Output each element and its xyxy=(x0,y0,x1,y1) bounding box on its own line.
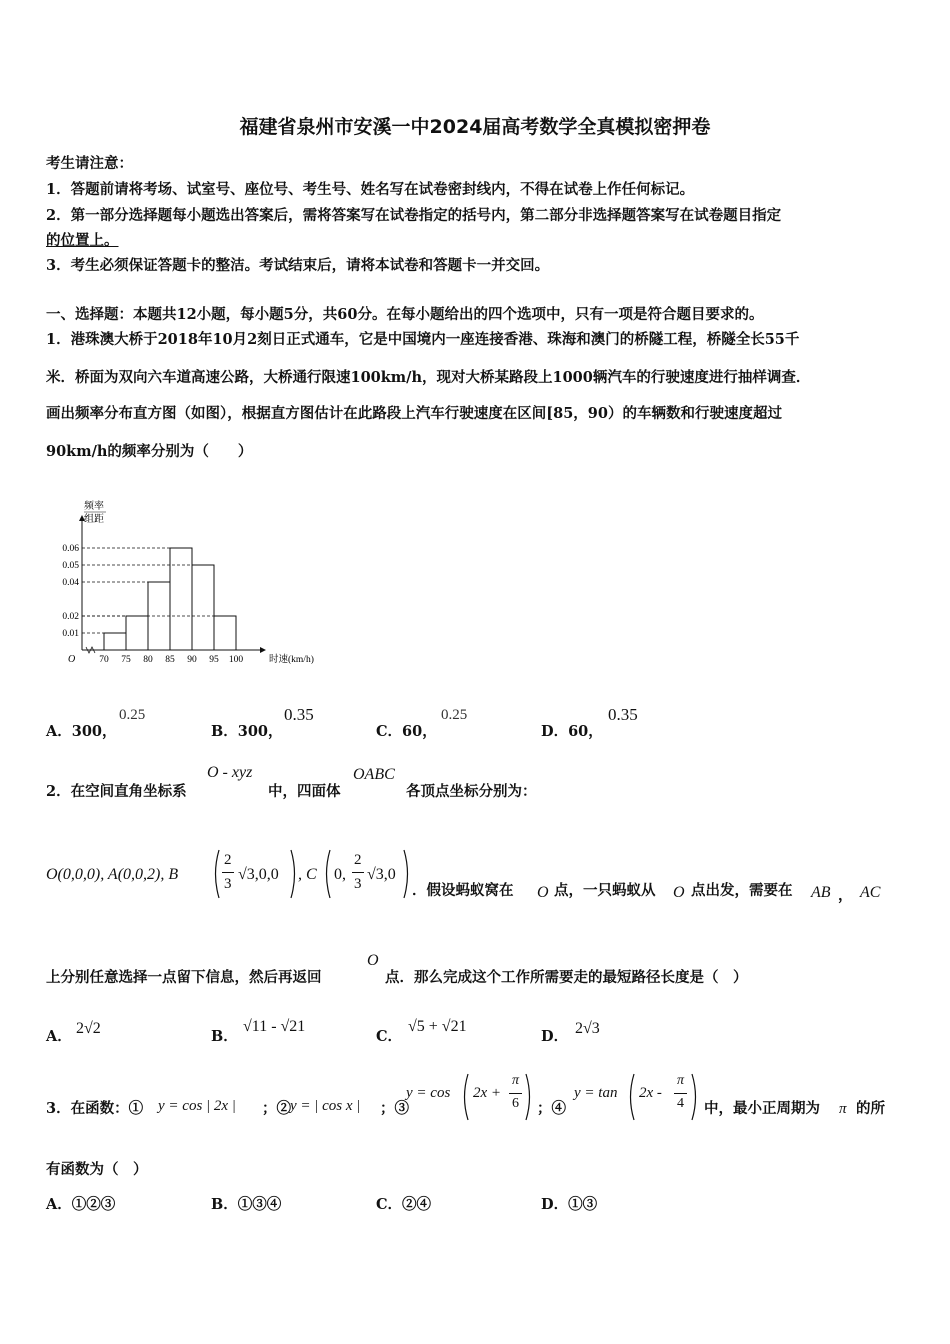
option-b-value: √11 - √21 xyxy=(243,1018,306,1035)
option-c[interactable]: C．②④ xyxy=(376,1196,432,1213)
axis-break xyxy=(86,647,95,653)
pi-symbol: π xyxy=(512,1073,520,1088)
y-tick-label: 0.02 xyxy=(62,612,79,622)
y-tick-label: 0.01 xyxy=(62,629,79,639)
option-d-value: 0.35 xyxy=(608,705,638,724)
question-3-prefix: 3．在函数：① xyxy=(46,1100,144,1117)
x-tick-label: 90 xyxy=(187,655,197,665)
segment-ac: AC xyxy=(860,884,881,901)
left-paren xyxy=(626,1072,636,1122)
pi-symbol: π xyxy=(677,1073,685,1088)
notice-item: 3．考生必须保证答题卡的整洁。考试结束后，请将本试卷和答题卡一并交回。 xyxy=(46,257,550,274)
y-axis-label-top: 频率 xyxy=(84,501,104,512)
origin-label: O xyxy=(68,654,76,665)
option-a[interactable]: A．①②③ xyxy=(46,1196,116,1213)
option-a-value: 0.25 xyxy=(119,707,146,723)
option-a[interactable]: A．300， xyxy=(46,723,117,740)
x-axis-arrow xyxy=(260,647,266,653)
function-4: y = tan xyxy=(574,1085,618,1101)
page-title: 福建省泉州市安溪一中2024届高考数学全真模拟密押卷 xyxy=(239,116,711,138)
question-1-line: 画出频率分布直方图（如图），根据直方图估计在此路段上汽车行驶速度在区间[85，90）的车辆数和行驶速度超过 xyxy=(46,405,782,422)
question-2-system: O - xyz xyxy=(207,764,253,781)
question-2-line: 点．那么完成这个工作所需要走的最短路径长度是（ ） xyxy=(385,969,748,986)
x-tick-label: 80 xyxy=(143,655,153,665)
coordinates-c-first: 0, xyxy=(334,866,346,883)
function-3: y = cos xyxy=(406,1085,451,1101)
histogram-chart xyxy=(40,500,320,680)
section-heading: 一、选择题：本题共12小题，每小题5分，共60分。在每小题给出的四个选项中，只有一项是符合题目要求的。 xyxy=(46,306,764,323)
left-paren xyxy=(211,848,221,900)
notice-heading: 考生请注意： xyxy=(46,155,133,172)
function-2: y = | cos x | xyxy=(290,1098,361,1114)
notice-item: 1．答题前请将考场、试室号、座位号、考生号、姓名写在试卷密封线内，不得在试卷上作任何标记。 xyxy=(46,181,695,198)
fraction-bar xyxy=(509,1093,522,1094)
coordinates-c-rest: √3,0 xyxy=(367,866,396,883)
fraction-bar xyxy=(352,872,364,873)
question-2-line: 上分别任意选择一点留下信息，然后再返回 xyxy=(46,969,322,986)
y-axis-label-bottom: 组距 xyxy=(84,514,104,525)
question-1-line: 米．桥面为双向六车道高速公路，大桥通行限速100km/h，现对大桥某路段上1000辆汽车的行驶速度进行抽样调查． xyxy=(46,369,811,386)
question-3-line: 有函数为（ ） xyxy=(46,1161,148,1178)
function-4-arg: 2x - xyxy=(639,1085,662,1101)
question-2-mid: 中，四面体 xyxy=(268,783,341,800)
question-3-suffix: 的所 xyxy=(856,1100,885,1117)
histogram-bar xyxy=(170,548,192,650)
separator: ；④ xyxy=(537,1100,566,1117)
fraction-numerator: 2 xyxy=(354,852,362,868)
x-tick-label: 75 xyxy=(121,655,131,665)
fraction-numerator: 2 xyxy=(224,852,232,868)
option-a-value: 2√2 xyxy=(76,1020,101,1037)
right-paren xyxy=(402,848,412,900)
histogram-bar xyxy=(104,633,126,650)
point-o: O xyxy=(673,884,685,901)
question-1-line: 90km/h的频率分别为（ ） xyxy=(46,443,253,460)
y-tick-label: 0.04 xyxy=(62,578,79,588)
separator: ；② xyxy=(262,1100,291,1117)
x-tick-label: 95 xyxy=(209,655,219,665)
option-b[interactable]: B．①③④ xyxy=(211,1196,282,1213)
y-tick-label: 0.06 xyxy=(62,544,79,554)
option-b-value: 0.35 xyxy=(284,705,314,724)
function-1: y = cos | 2x | xyxy=(158,1098,236,1114)
question-1-line: 1．港珠澳大桥于2018年10月2刻日正式通车，它是中国境内一座连接香港、珠海和澳门的桥隧工程，桥隧全长55千 xyxy=(46,331,800,348)
question-2-suffix: 各顶点坐标分别为： xyxy=(406,783,537,800)
histogram-bar xyxy=(214,616,236,650)
comma: ， xyxy=(838,887,853,904)
x-axis-label: 时速(km/h) xyxy=(269,655,314,665)
coordinates-o-a-b: O(0,0,0), A(0,0,2), B xyxy=(46,866,179,883)
option-d[interactable]: D． xyxy=(541,1028,569,1045)
question-2-prefix: 2．在空间直角坐标系 xyxy=(46,783,187,800)
fraction-denominator: 4 xyxy=(677,1096,684,1111)
question-2-text: ．假设蚂蚁窝在 xyxy=(412,882,514,899)
left-paren xyxy=(460,1072,470,1122)
notice-item: 2．第一部分选择题每小题选出答案后，需将答案写在试卷指定的括号内，第二部分非选择题答案写在试卷题目指定 xyxy=(46,207,782,224)
option-c-value: 0.25 xyxy=(441,707,468,723)
separator: ；③ xyxy=(380,1100,409,1117)
coordinates-c: , C xyxy=(298,866,317,883)
option-d[interactable]: D．①③ xyxy=(541,1196,598,1213)
option-c[interactable]: C．60， xyxy=(376,723,437,740)
question-2-text: 点出发，需要在 xyxy=(691,882,793,899)
fraction-bar xyxy=(674,1093,687,1094)
y-tick-label: 0.05 xyxy=(62,561,79,571)
coordinates-b-rest: √3,0,0 xyxy=(238,866,279,883)
question-2-text: 点，一只蚂蚁从 xyxy=(554,882,656,899)
right-paren xyxy=(524,1072,534,1122)
fraction-denominator: 3 xyxy=(354,876,362,892)
function-3-arg: 2x + xyxy=(473,1085,502,1101)
left-paren xyxy=(322,848,332,900)
x-tick-label: 85 xyxy=(165,655,175,665)
fraction-bar xyxy=(222,872,234,873)
option-a[interactable]: A． xyxy=(46,1028,72,1045)
option-c-value: √5 + √21 xyxy=(408,1018,467,1035)
question-2-tetra: OABC xyxy=(353,766,395,783)
histogram-bar xyxy=(192,565,214,650)
segment-ab: AB xyxy=(811,884,831,901)
notice-item: 的位置上。 xyxy=(46,232,119,249)
point-o: O xyxy=(537,884,549,901)
option-c[interactable]: C． xyxy=(376,1028,403,1045)
option-b[interactable]: B．300， xyxy=(211,723,283,740)
option-d[interactable]: D．60， xyxy=(541,723,603,740)
x-tick-label: 100 xyxy=(228,655,244,665)
question-3-mid: 中，最小正周期为 xyxy=(704,1100,820,1117)
histogram-bar xyxy=(126,616,148,650)
x-tick-label: 70 xyxy=(99,655,109,665)
option-d-value: 2√3 xyxy=(575,1020,600,1037)
fraction-denominator: 3 xyxy=(224,876,232,892)
option-b[interactable]: B． xyxy=(211,1028,238,1045)
right-paren xyxy=(690,1072,700,1122)
pi-symbol: π xyxy=(839,1101,847,1117)
point-o: O xyxy=(367,952,379,969)
fraction-denominator: 6 xyxy=(512,1096,519,1111)
